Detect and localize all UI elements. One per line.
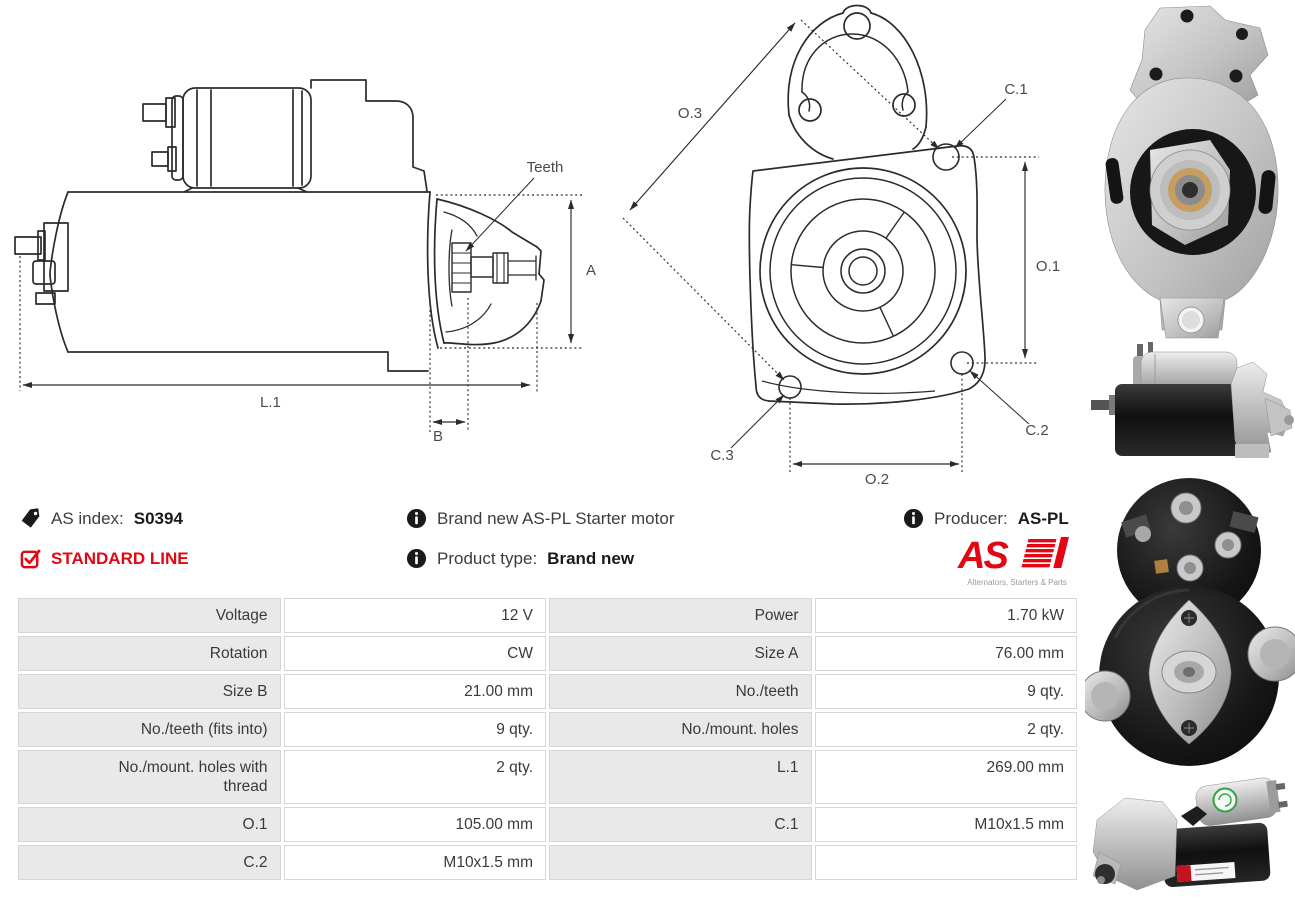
tag-icon [20,508,41,529]
spec-label: Size A [549,636,812,671]
spec-label: C.1 [549,807,812,842]
dim-label-a: A [586,262,597,279]
spec-label: L.1 [549,750,812,804]
dim-label-o3: O.3 [677,105,703,122]
producer-row [903,508,1069,529]
spec-value: 9 qty. [284,712,547,747]
spec-label: Voltage [18,598,281,633]
spec-value: M10x1.5 mm [815,807,1078,842]
product-type-label: Product type: [437,548,538,568]
dim-label-c3: C.3 [710,447,734,464]
technical-drawing-front-view [605,0,1085,495]
as-pl-logo[interactable] [956,533,1078,593]
spec-label: C.2 [18,845,281,880]
spec-value: 2 qty. [284,750,547,804]
spec-label: No./teeth [549,674,812,709]
as-index-label: AS index: [51,508,124,528]
spec-value: 9 qty. [815,674,1078,709]
info-icon [903,508,924,529]
dim-label-l1: L.1 [260,394,281,411]
starter-angled-photo[interactable] [1085,768,1295,898]
info-icon [406,548,427,569]
description-text: Brand new AS-PL Starter motor [437,508,675,528]
description-row [406,508,674,529]
dim-label-teeth: Teeth [526,159,564,176]
as-pl-logo-text: AS [958,535,1007,577]
dim-label-o1: O.1 [1035,258,1061,275]
starter-side-photo[interactable] [1085,340,1295,462]
spec-label: Power [549,598,812,633]
spec-value: 1.70 kW [815,598,1078,633]
product-type-value: Brand new [547,548,635,568]
spec-value: M10x1.5 mm [284,845,547,880]
starter-front-drive-end-photo[interactable] [1090,0,1295,345]
spec-label: No./mount. holes [549,712,812,747]
starter-rear-solenoid-photo[interactable] [1085,468,1295,768]
as-index-value: S0394 [133,508,183,528]
spec-label [549,845,812,880]
dim-label-b: B [432,428,444,445]
spec-value: 21.00 mm [284,674,547,709]
spec-table [18,598,1077,880]
dim-label-c1: C.1 [1004,81,1028,98]
spec-value: CW [284,636,547,671]
spec-value [815,845,1078,880]
info-icon [406,508,427,529]
as-index-row [20,508,183,529]
dim-label-o2: O.2 [864,471,890,488]
spec-label: Rotation [18,636,281,671]
spec-value: 76.00 mm [815,636,1078,671]
spec-value: 12 V [284,598,547,633]
technical-drawing-side-view [0,60,600,480]
producer-label: Producer: [934,508,1008,528]
producer-value: AS-PL [1017,508,1069,528]
spec-label: Size B [18,674,281,709]
spec-label: No./mount. holes with thread [18,750,281,804]
dim-label-c2: C.2 [1025,422,1049,439]
spec-value: 269.00 mm [815,750,1078,804]
standard-line-row [20,548,189,569]
spec-label: No./teeth (fits into) [18,712,281,747]
as-pl-logo-tagline: Alternators, Starters & Parts [967,578,1067,587]
spec-label: O.1 [18,807,281,842]
spec-value: 105.00 mm [284,807,547,842]
product-type-row [406,548,634,569]
standard-line-label: STANDARD LINE [51,548,189,568]
spec-value: 2 qty. [815,712,1078,747]
checkbox-checked-icon [20,548,41,569]
